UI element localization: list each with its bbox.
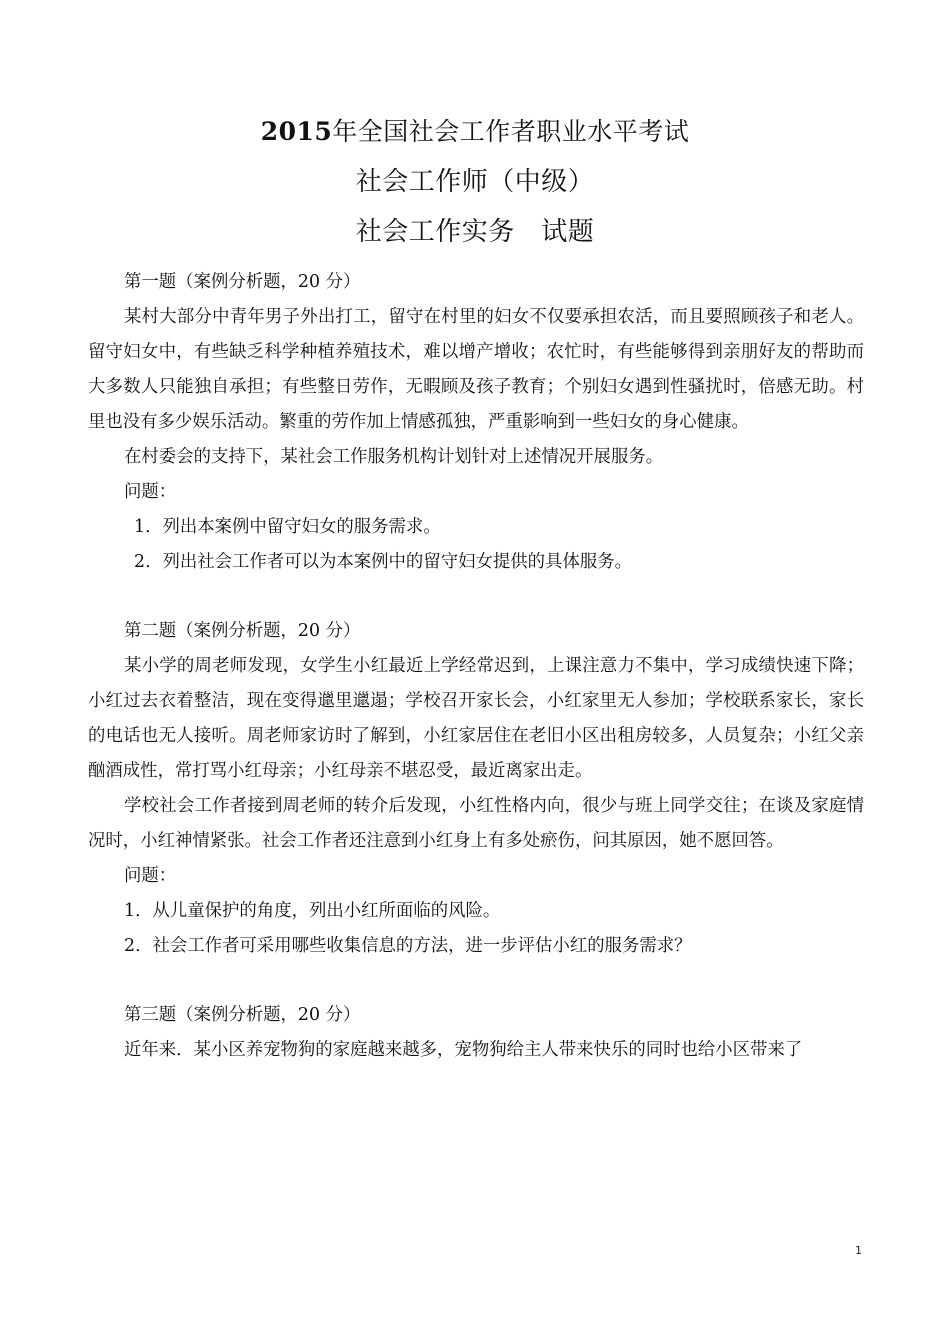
- section-heading: 第二题（案例分析题，20 分）: [124, 621, 361, 641]
- question-item: 2．社会工作者可采用哪些收集信息的方法，进一步评估小红的服务需求？: [124, 936, 692, 956]
- section-gap: [88, 964, 864, 998]
- exam-title: [0, 115, 950, 149]
- question-item: 1．从儿童保护的角度，列出小红所面临的风险。: [124, 901, 501, 921]
- case-paragraph: 某小学的周老师发现，女学生小红最近上学经常迟到，上课注意力不集中，学习成绩快速下降；小红过去衣着整洁，现在变得邋里邋遢；学校召开家长会，小红家里无人参加；学校联系家长，家长的电话也无人接听。周老师家访时了解到，小红家居住在老旧小区出租房较多，人员复杂；小红父亲酗酒成性，常打骂小红母亲；小红母亲不堪忍受，最近离家出走。: [88, 656, 864, 781]
- section-heading: 第三题（案例分析题，20 分）: [124, 1005, 361, 1025]
- page-number: 1: [855, 1244, 862, 1257]
- section-gap: [88, 580, 864, 614]
- title-text: 年全国社会工作者职业水平考试: [332, 117, 690, 146]
- case-paragraph: 在村委会的支持下，某社会工作服务机构计划针对上述情况开展服务。: [124, 447, 664, 467]
- section-heading: 第一题（案例分析题，20 分）: [124, 272, 361, 292]
- exam-subtitle: 社会工作师（中级）: [355, 167, 595, 197]
- case-paragraph: 学校社会工作者接到周老师的转介后发现，小红性格内向，很少与班上同学交往；在谈及家庭情况时，小红神情紧张。社会工作者还注意到小红身上有多处瘀伤，问其原因，她不愿回答。: [88, 796, 864, 851]
- case-paragraph: 某村大部分中青年男子外出打工，留守在村里的妇女不仅要承担农活，而且要照顾孩子和老人。留守妇女中，有些缺乏科学种植养殖技术，难以增产增收；农忙时，有些能够得到亲朋好友的帮助而大多数人只能独自承担；有些整日劳作，无暇顾及孩子教育；个别妇女遇到性骚扰时，倍感无助。村里也没有多少娱乐活动。繁重的劳作加上情感孤独，严重影响到一些妇女的身心健康。: [88, 307, 864, 432]
- case-paragraph: 近年来．某小区养宠物狗的家庭越来越多，宠物狗给主人带来快乐的同时也给小区带来了: [124, 1040, 803, 1060]
- question-label: 问题：: [124, 482, 177, 502]
- question-label: 问题：: [124, 866, 177, 886]
- question-item: 1．列出本案例中留守妇女的服务需求。: [134, 517, 441, 537]
- title-year: 2015: [260, 117, 333, 146]
- exam-body: [88, 265, 864, 1068]
- exam-name: 社会工作实务 试题: [355, 217, 595, 247]
- question-item: 2．列出社会工作者可以为本案例中的留守妇女提供的具体服务。: [134, 552, 633, 572]
